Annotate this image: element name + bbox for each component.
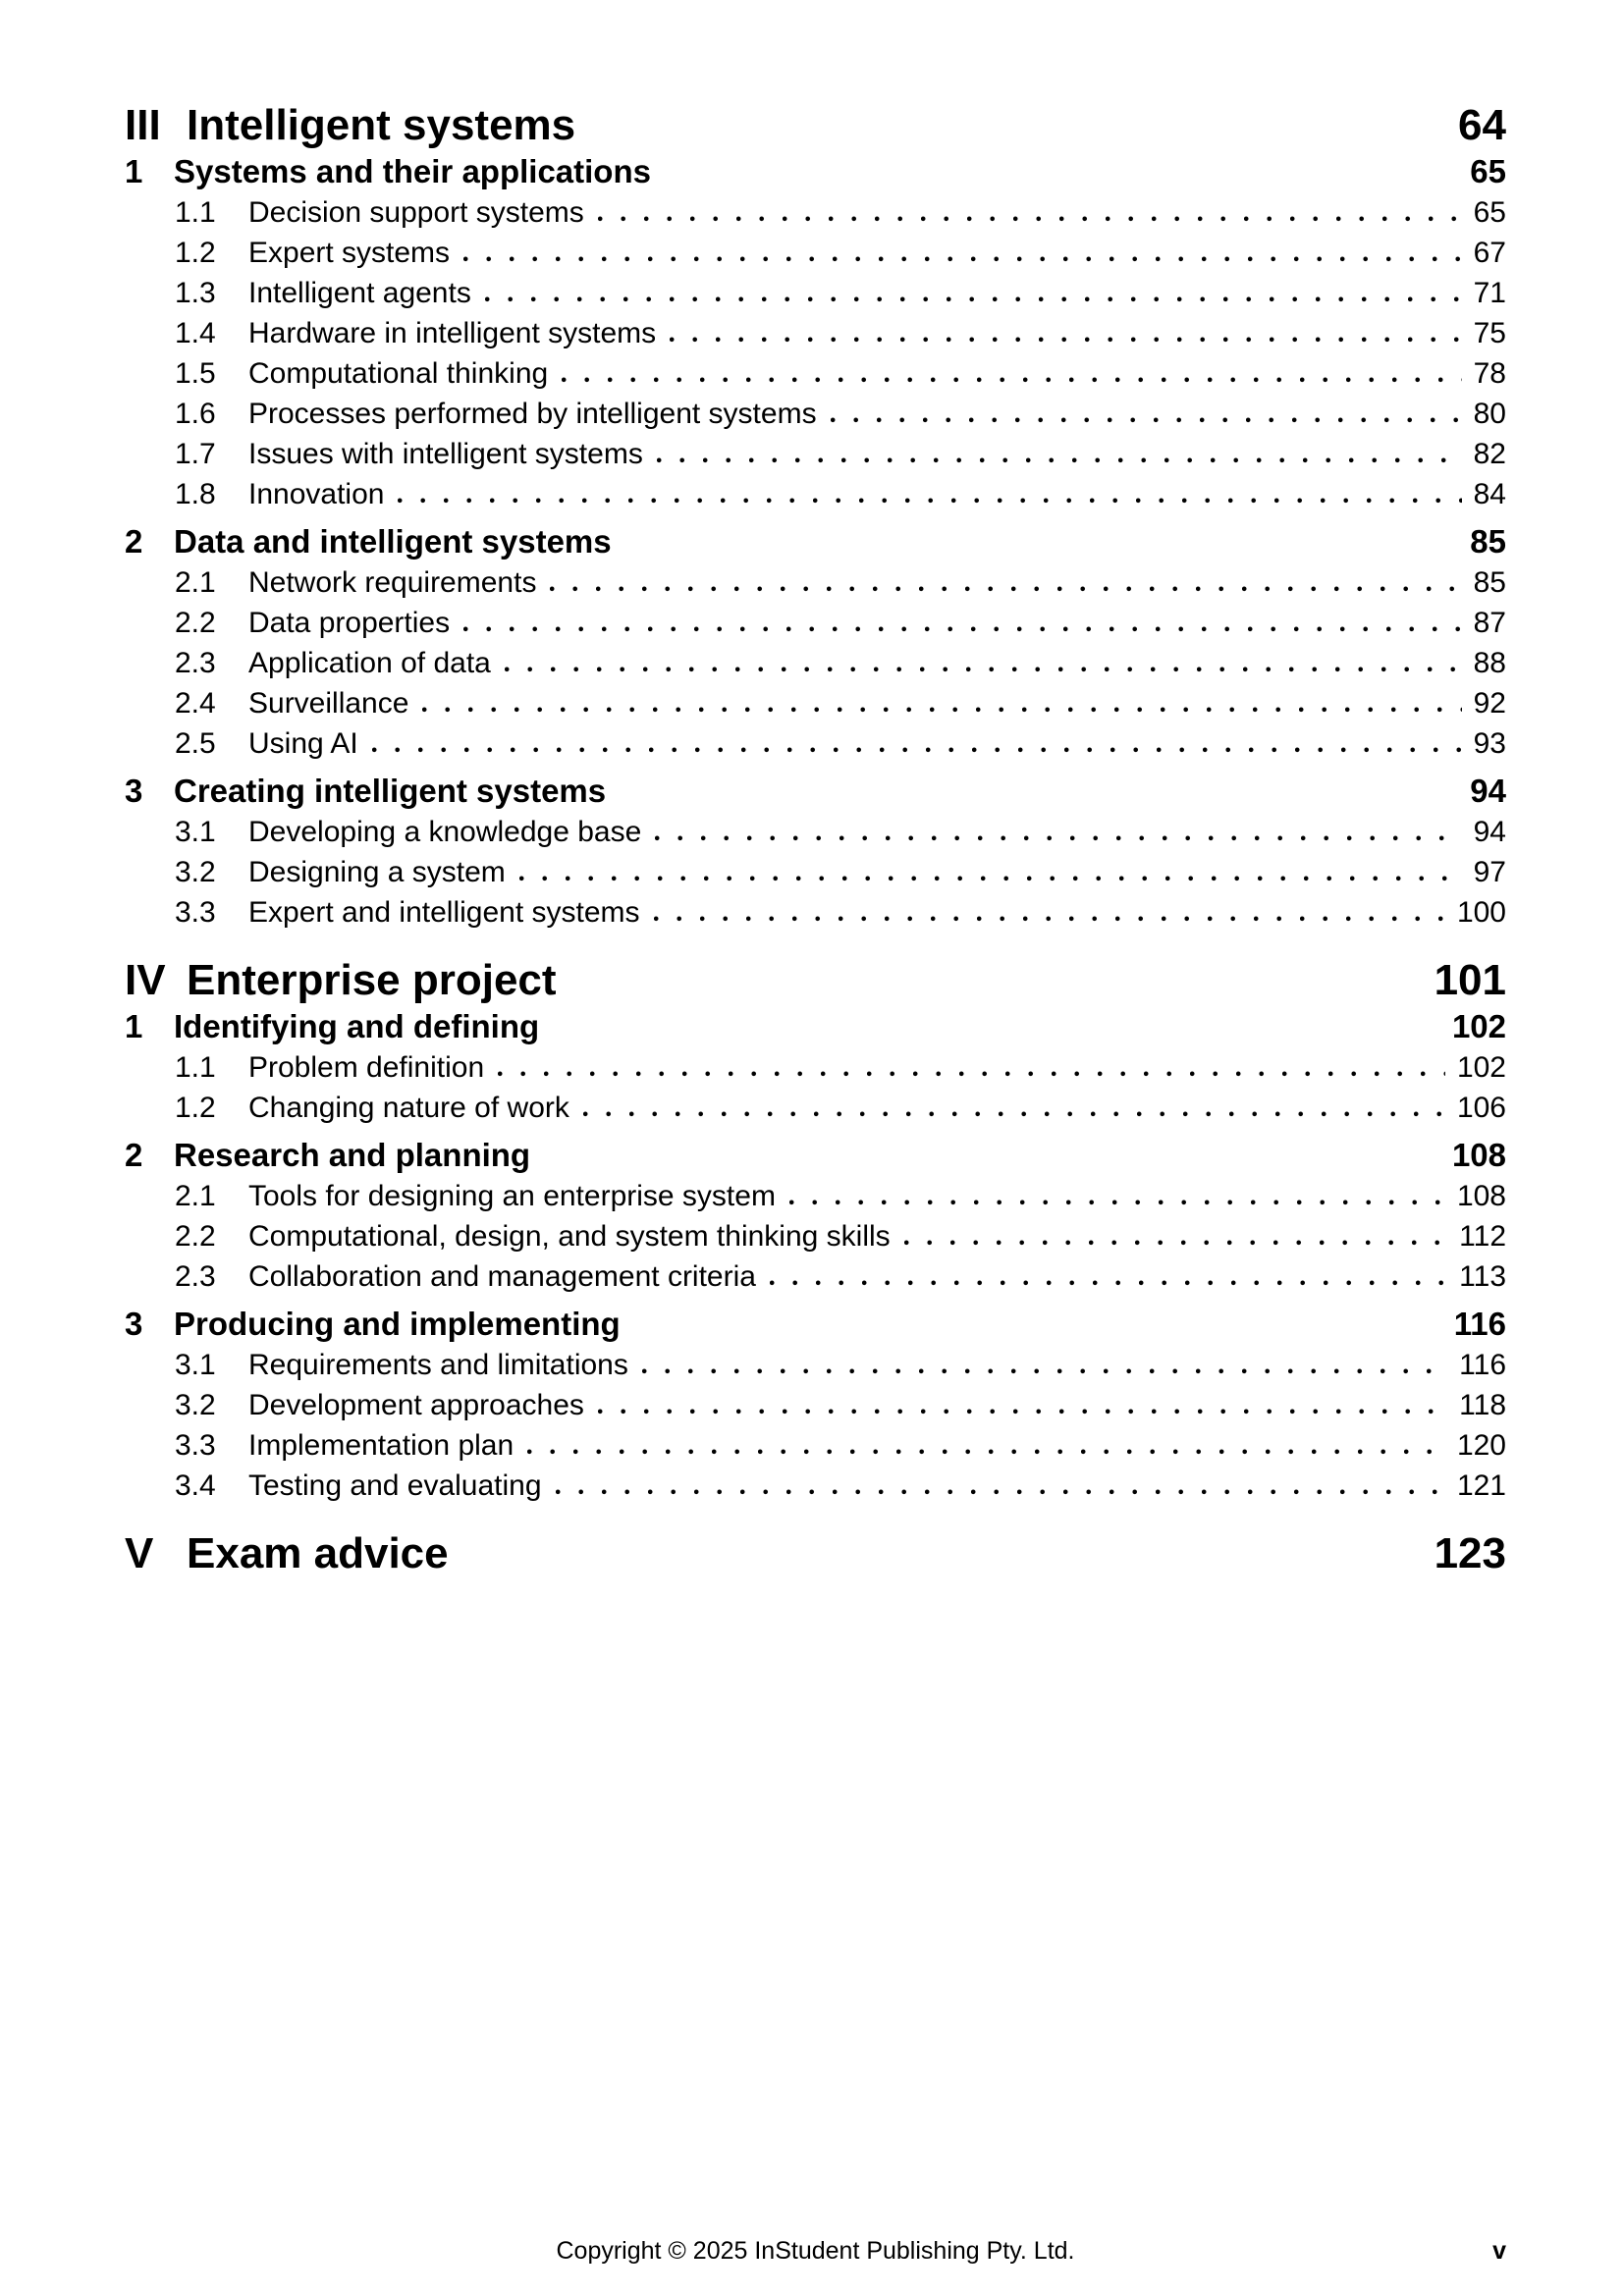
- toc-subsection-entry: [125, 1471, 1506, 1501]
- toc-subsection-entry: [125, 359, 1506, 389]
- subsection-page-number: 78: [1473, 357, 1506, 390]
- subsection-page-number: 121: [1456, 1469, 1506, 1502]
- toc-part-entry: [125, 101, 1506, 149]
- subsection-title: Using AI: [248, 727, 358, 760]
- toc-subsection-entry: [125, 279, 1506, 308]
- toc-subsection-entry: [125, 1053, 1506, 1083]
- subsection-page-number: 93: [1473, 727, 1506, 760]
- subsection-title: Intelligent agents: [248, 277, 471, 309]
- section-number: 2: [125, 523, 143, 560]
- subsection-title: Requirements and limitations: [248, 1349, 628, 1381]
- dot-leader: [505, 667, 1462, 672]
- subsection-title: Computational, design, and system thinking skills: [248, 1220, 891, 1253]
- dot-leader: [550, 586, 1461, 592]
- subsection-title: Expert systems: [248, 237, 451, 269]
- toc-subsection-entry: [125, 1222, 1506, 1252]
- subsection-number: 2.4: [175, 687, 216, 720]
- table-of-contents: [125, 0, 1506, 1575]
- toc-subsection-entry: [125, 858, 1506, 887]
- subsection-title: Problem definition: [248, 1051, 485, 1084]
- subsection-title: Innovation: [248, 478, 385, 510]
- part-number: IV: [125, 956, 166, 1004]
- section-number: 3: [125, 773, 143, 809]
- subsection-page-number: 100: [1456, 896, 1506, 929]
- dot-leader: [498, 1071, 1445, 1077]
- subsection-number: 2.2: [175, 607, 216, 639]
- subsection-title: Hardware in intelligent systems: [248, 317, 657, 349]
- subsection-page-number: 118: [1459, 1389, 1506, 1421]
- subsection-page-number: 116: [1459, 1349, 1506, 1381]
- subsection-page-number: 87: [1473, 607, 1506, 639]
- subsection-page-number: 108: [1456, 1180, 1506, 1212]
- subsection-number: 3.2: [175, 1389, 216, 1421]
- section-number: 2: [125, 1137, 143, 1173]
- dot-leader: [519, 876, 1462, 881]
- subsection-number: 2.2: [175, 1220, 216, 1253]
- toc-subsection-entry: [125, 1391, 1506, 1420]
- subsection-page-number: 84: [1473, 478, 1506, 510]
- subsection-title: Data properties: [248, 607, 451, 639]
- dot-leader: [485, 296, 1462, 302]
- toc-subsection-entry: [125, 1431, 1506, 1461]
- subsection-page-number: 80: [1473, 398, 1506, 430]
- toc-subsection-entry: [125, 400, 1506, 429]
- subsection-number: 3.3: [175, 1429, 216, 1462]
- subsection-number: 2.1: [175, 566, 216, 599]
- subsection-page-number: 112: [1459, 1220, 1506, 1253]
- toc-subsection-entry: [125, 609, 1506, 638]
- section-page-number: 102: [1451, 1008, 1506, 1044]
- subsection-number: 2.3: [175, 647, 216, 679]
- subsection-page-number: 102: [1456, 1051, 1506, 1084]
- subsection-number: 1.5: [175, 357, 216, 390]
- section-title: Producing and implementing: [174, 1306, 621, 1342]
- subsection-title: Collaboration and management criteria: [248, 1260, 756, 1293]
- dot-leader: [422, 707, 1461, 713]
- subsection-title: Network requirements: [248, 566, 537, 599]
- dot-leader: [789, 1200, 1445, 1205]
- toc-section-entry: [125, 774, 1506, 807]
- toc-subsection-entry: [125, 818, 1506, 847]
- subsection-number: 2.3: [175, 1260, 216, 1293]
- subsection-page-number: 88: [1473, 647, 1506, 679]
- subsection-title: Decision support systems: [248, 196, 584, 229]
- toc-subsection-entry: [125, 1182, 1506, 1211]
- part-title: Intelligent systems: [187, 101, 576, 149]
- toc-subsection-entry: [125, 568, 1506, 598]
- toc-section-entry: [125, 1139, 1506, 1171]
- subsection-number: 1.8: [175, 478, 216, 510]
- section-title: Data and intelligent systems: [174, 523, 612, 560]
- toc-subsection-entry: [125, 480, 1506, 509]
- dot-leader: [770, 1280, 1447, 1286]
- section-page-number: 94: [1470, 773, 1506, 809]
- dot-leader: [642, 1368, 1447, 1374]
- section-title: Research and planning: [174, 1137, 531, 1173]
- page-number-label: v: [1492, 2237, 1506, 2265]
- subsection-page-number: 82: [1473, 438, 1506, 470]
- subsection-number: 1.7: [175, 438, 216, 470]
- dot-leader: [904, 1240, 1448, 1246]
- toc-subsection-entry: [125, 898, 1506, 928]
- dot-leader: [670, 337, 1461, 343]
- subsection-number: 1.1: [175, 1051, 216, 1084]
- part-page-number: 64: [1458, 101, 1506, 149]
- subsection-number: 1.1: [175, 196, 216, 229]
- subsection-title: Designing a system: [248, 856, 506, 888]
- section-number: 1: [125, 1008, 143, 1044]
- subsection-page-number: 67: [1473, 237, 1506, 269]
- subsection-number: 1.2: [175, 237, 216, 269]
- dot-leader: [598, 1409, 1447, 1415]
- dot-leader: [556, 1489, 1445, 1495]
- part-number: V: [125, 1529, 154, 1577]
- subsection-page-number: 113: [1459, 1260, 1506, 1293]
- section-number: 1: [125, 153, 143, 189]
- subsection-title: Surveillance: [248, 687, 409, 720]
- toc-subsection-entry: [125, 689, 1506, 719]
- subsection-page-number: 75: [1473, 317, 1506, 349]
- dot-leader: [583, 1111, 1445, 1117]
- subsection-number: 3.4: [175, 1469, 216, 1502]
- dot-leader: [372, 747, 1462, 753]
- toc-subsection-entry: [125, 1094, 1506, 1123]
- subsection-title: Development approaches: [248, 1389, 584, 1421]
- subsection-page-number: 94: [1473, 816, 1506, 848]
- subsection-number: 3.1: [175, 1349, 216, 1381]
- toc-subsection-entry: [125, 649, 1506, 678]
- dot-leader: [598, 216, 1462, 222]
- toc-subsection-entry: [125, 440, 1506, 469]
- section-page-number: 108: [1451, 1137, 1506, 1173]
- subsection-number: 3.2: [175, 856, 216, 888]
- part-number: III: [125, 101, 161, 149]
- subsection-page-number: 65: [1473, 196, 1506, 229]
- subsection-title: Computational thinking: [248, 357, 549, 390]
- subsection-title: Developing a knowledge base: [248, 816, 642, 848]
- dot-leader: [831, 417, 1462, 423]
- section-title: Creating intelligent systems: [174, 773, 607, 809]
- toc-subsection-entry: [125, 729, 1506, 759]
- toc-subsection-entry: [125, 198, 1506, 228]
- subsection-page-number: 106: [1456, 1092, 1506, 1124]
- toc-subsection-entry: [125, 1262, 1506, 1292]
- dot-leader: [655, 835, 1461, 841]
- subsection-title: Tools for designing an enterprise system: [248, 1180, 776, 1212]
- dot-leader: [527, 1449, 1445, 1455]
- subsection-page-number: 85: [1473, 566, 1506, 599]
- toc-section-entry: [125, 1010, 1506, 1042]
- dot-leader: [657, 457, 1462, 463]
- toc-subsection-entry: [125, 239, 1506, 268]
- dot-leader: [398, 498, 1461, 504]
- subsection-title: Implementation plan: [248, 1429, 514, 1462]
- section-title: Identifying and defining: [174, 1008, 540, 1044]
- subsection-number: 1.4: [175, 317, 216, 349]
- subsection-page-number: 71: [1473, 277, 1506, 309]
- subsection-page-number: 97: [1473, 856, 1506, 888]
- subsection-number: 3.3: [175, 896, 216, 929]
- subsection-title: Issues with intelligent systems: [248, 438, 643, 470]
- part-title: Exam advice: [187, 1529, 449, 1577]
- subsection-page-number: 92: [1473, 687, 1506, 720]
- subsection-title: Testing and evaluating: [248, 1469, 542, 1502]
- toc-part-entry: [125, 956, 1506, 1004]
- section-number: 3: [125, 1306, 143, 1342]
- subsection-number: 2.5: [175, 727, 216, 760]
- part-page-number: 123: [1434, 1529, 1506, 1577]
- copyright-text: Copyright © 2025 InStudent Publishing Pty. Ltd.: [556, 2237, 1075, 2265]
- dot-leader: [654, 916, 1445, 922]
- section-page-number: 65: [1470, 153, 1506, 189]
- subsection-title: Changing nature of work: [248, 1092, 569, 1124]
- subsection-title: Application of data: [248, 647, 491, 679]
- dot-leader: [463, 626, 1462, 632]
- subsection-number: 3.1: [175, 816, 216, 848]
- subsection-number: 2.1: [175, 1180, 216, 1212]
- section-title: Systems and their applications: [174, 153, 651, 189]
- toc-part-entry: [125, 1529, 1506, 1577]
- dot-leader: [463, 256, 1462, 262]
- dot-leader: [562, 377, 1461, 383]
- toc-section-entry: [125, 155, 1506, 187]
- subsection-page-number: 120: [1456, 1429, 1506, 1462]
- toc-section-entry: [125, 525, 1506, 558]
- subsection-title: Expert and intelligent systems: [248, 896, 640, 929]
- toc-section-entry: [125, 1308, 1506, 1340]
- subsection-title: Processes performed by intelligent systems: [248, 398, 817, 430]
- toc-subsection-entry: [125, 319, 1506, 348]
- toc-subsection-entry: [125, 1351, 1506, 1380]
- subsection-number: 1.3: [175, 277, 216, 309]
- subsection-number: 1.6: [175, 398, 216, 430]
- subsection-number: 1.2: [175, 1092, 216, 1124]
- section-page-number: 85: [1470, 523, 1506, 560]
- part-title: Enterprise project: [187, 956, 557, 1004]
- section-page-number: 116: [1453, 1306, 1506, 1342]
- part-page-number: 101: [1434, 956, 1506, 1004]
